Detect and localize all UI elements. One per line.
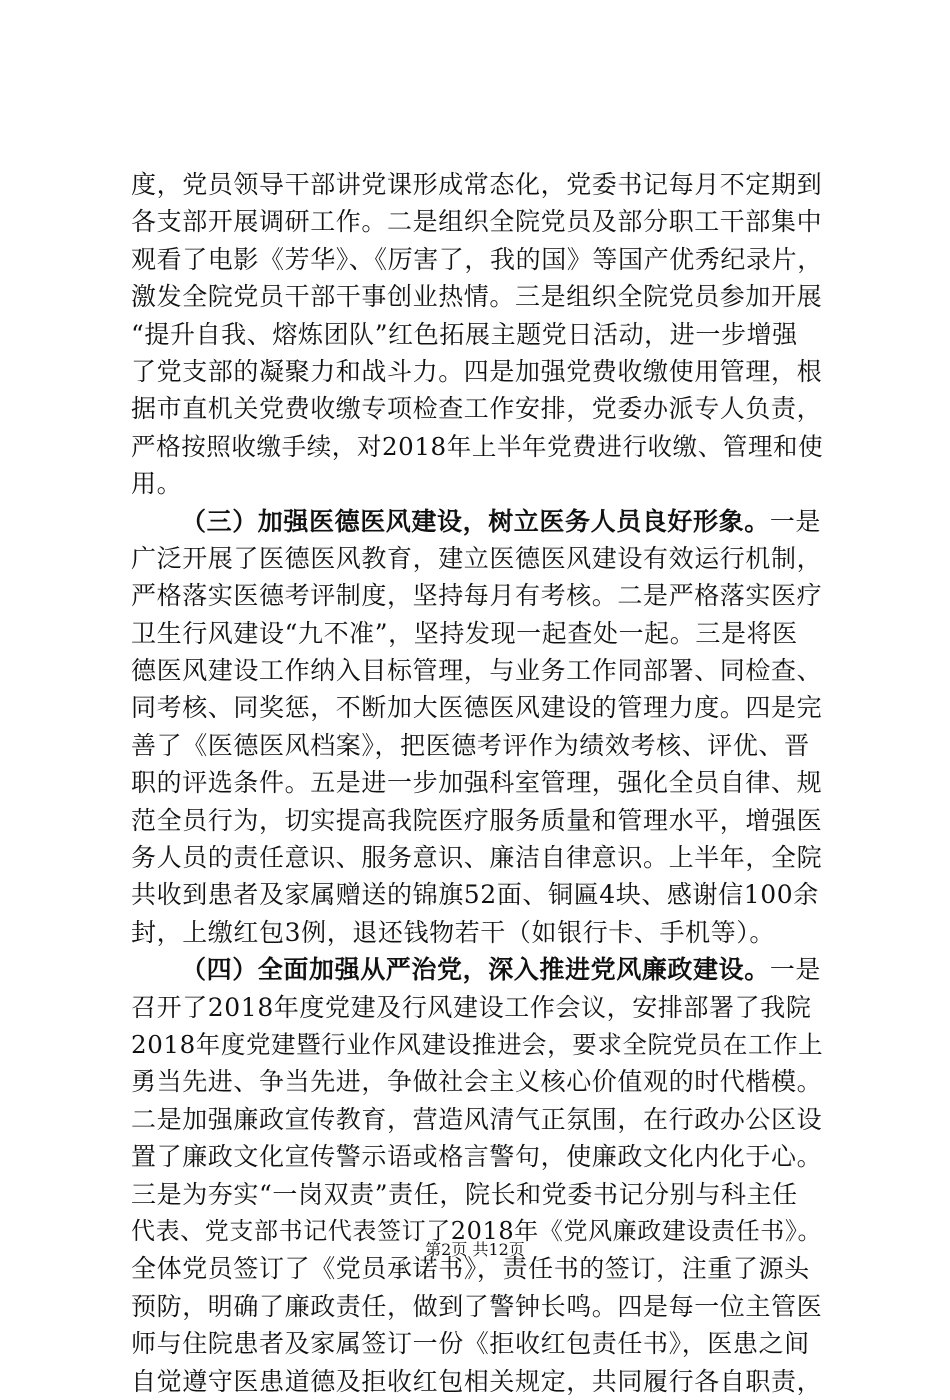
line-text: 德医风建设工作纳入目标管理，与业务工作同部署、同检查、 [131, 656, 823, 686]
text-line [131, 689, 831, 726]
line-text: 善了《医德医风档案》，把医德考评作为绩效考核、评优、晋 [131, 730, 810, 760]
line-text: 师与住院患者及家属签订一份《拒收红包责任书》，医患之间 [131, 1329, 810, 1359]
line-text: 观看了电影《芳华》、《厉害了，我的国》等国产优秀纪录片， [131, 244, 823, 274]
text-line [131, 652, 831, 689]
line-text: 代表、党支部书记代表签订了2018年《党风廉政建设责任书》。 [131, 1216, 823, 1245]
text-line [131, 876, 831, 913]
section-heading: （三）加强医德医风建设，树立医务人员良好形象。 [181, 506, 770, 536]
line-text: 了党支部的凝聚力和战斗力。四是加强党费收缴使用管理，根 [131, 356, 823, 386]
line-text: 二是加强廉政宣传教育，营造风清气正氛围，在行政办公区设 [131, 1104, 823, 1134]
line-text: 卫生行风建设“九不准”，坚持发现一起查处一起。三是将医 [131, 618, 798, 648]
text-line [131, 1101, 831, 1138]
text-line [131, 1363, 831, 1400]
line-text: 各支部开展调研工作。二是组织全院党员及部分职工干部集中 [131, 207, 823, 237]
line-text: 2018年度党建暨行业作风建设推进会，要求全院党员在工作上 [131, 1029, 824, 1059]
text-line [131, 989, 831, 1026]
text-line [131, 914, 831, 951]
line-text: “提升自我、熔炼团队”红色拓展主题党日活动，进一步增强 [131, 319, 798, 349]
text-line [131, 1063, 831, 1100]
text-line [131, 203, 831, 240]
line-text: 度，党员领导干部讲党课形成常态化，党委书记每月不定期到 [131, 170, 823, 199]
text-line [131, 465, 831, 502]
page-footer: 第2页 共12页 [425, 1240, 525, 1259]
text-line [131, 764, 831, 801]
text-line [131, 727, 831, 764]
line-text: 严格落实医德考评制度，坚持每月有考核。二是严格落实医疗 [131, 581, 823, 611]
text-line [131, 278, 831, 315]
text-line [131, 503, 831, 540]
line-text: 用。 [131, 469, 183, 499]
text-line [131, 166, 831, 203]
line-text: 严格按照收缴手续，对2018年上半年党费进行收缴、管理和使 [131, 431, 824, 461]
text-line [131, 802, 831, 839]
line-text: 激发全院党员干部干事创业热情。三是组织全院党员参加开展 [131, 282, 823, 312]
line-text: 勇当先进、争当先进，争做社会主义核心价值观的时代楷模。 [131, 1067, 823, 1097]
line-text: 广泛开展了医德医风教育，建立医德医风建设有效运行机制， [131, 543, 823, 573]
line-text: 封，上缴红包3例，退还钱物若干（如银行卡、手机等）。 [131, 917, 776, 947]
text-line [131, 577, 831, 614]
text-line [131, 951, 831, 988]
line-text: 置了廉政文化宣传警示语或格言警句，使廉政文化内化于心。 [131, 1142, 823, 1172]
line-text: 同考核、同奖惩，不断加大医德医风建设的管理力度。四是完 [131, 693, 823, 723]
body-text [131, 166, 831, 1400]
text-line [131, 1026, 831, 1063]
text-line [131, 839, 831, 876]
line-text: 全体党员签订了《党员承诺书》，责任书的签订，注重了源头 [131, 1254, 810, 1284]
text-line [131, 1288, 831, 1325]
text-line [131, 540, 831, 577]
text-line [131, 353, 831, 390]
line-text: 务人员的责任意识、服务意识、廉洁自律意识。上半年，全院 [131, 843, 823, 873]
text-line [131, 241, 831, 278]
text-line [131, 390, 831, 427]
text-line [131, 615, 831, 652]
text-line [131, 1176, 831, 1213]
line-text: 据市直机关党费收缴专项检查工作安排，党委办派专人负责， [131, 394, 823, 424]
text-line [131, 428, 831, 465]
line-text: 预防，明确了廉政责任，做到了警钟长鸣。四是每一位主管医 [131, 1291, 823, 1321]
text-line [131, 316, 831, 353]
line-text: 一是 [769, 955, 822, 985]
line-text: 自觉遵守医患道德及拒收红包相关规定，共同履行各自职责， [131, 1366, 823, 1396]
text-line [131, 1138, 831, 1175]
line-text: 一是 [769, 506, 822, 536]
line-text: 职的评选条件。五是进一步加强科室管理，强化全员自律、规 [131, 768, 823, 798]
line-text: 召开了2018年度党建及行风建设工作会议，安排部署了我院 [131, 992, 812, 1022]
line-text: 范全员行为，切实提高我院医疗服务质量和管理水平，增强医 [131, 805, 823, 835]
line-text: 共收到患者及家属赠送的锦旗52面、铜匾4块、感谢信100余 [131, 880, 819, 910]
line-text: 三是为夯实“一岗双责”责任，院长和党委书记分别与科主任 [131, 1179, 798, 1209]
section-heading: （四）全面加强从严治党，深入推进党风廉政建设。 [181, 955, 770, 985]
